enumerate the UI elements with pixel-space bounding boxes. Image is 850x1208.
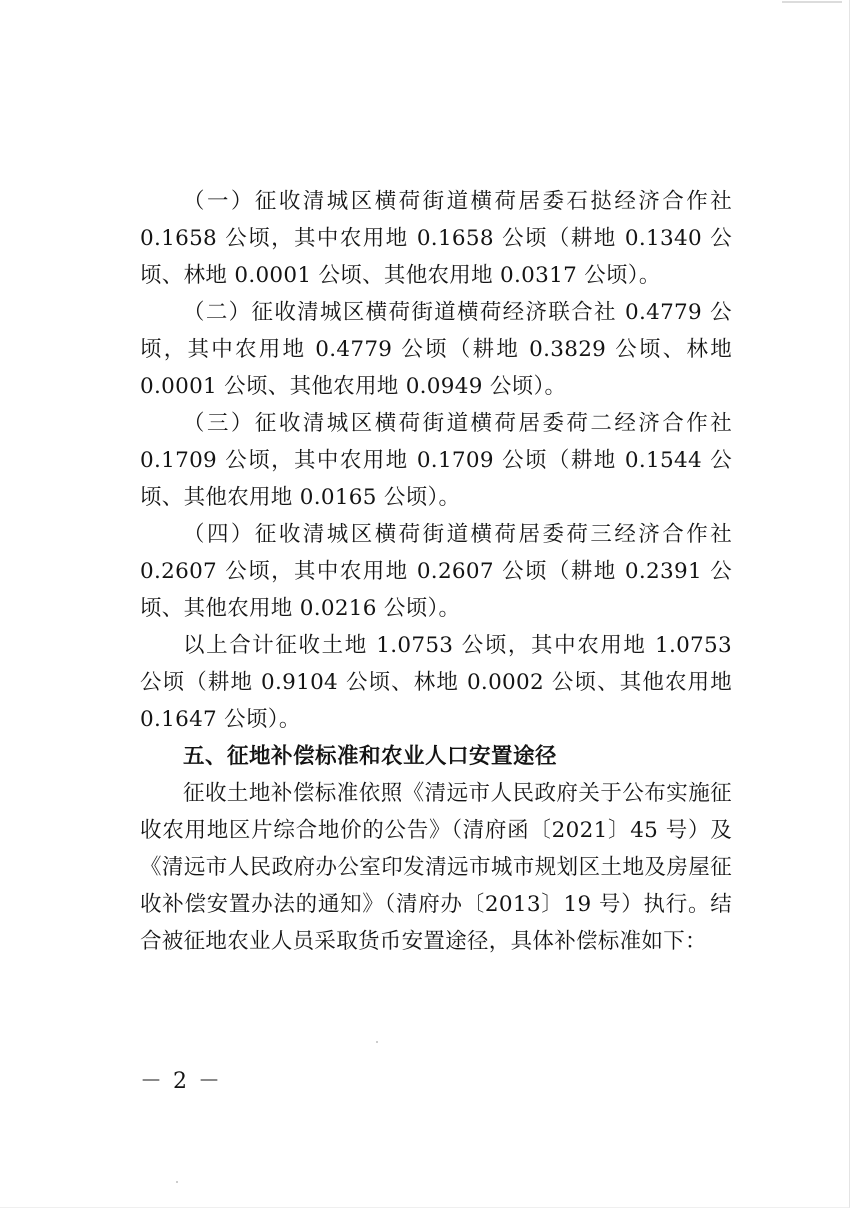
paragraph-item-4: （四）征收清城区横荷街道横荷居委荷三经济合作社 0.2607 公顷，其中农用地 0.2607 公顷（耕地 0.2391 公顷、其他农用地 0.0216 公顷）。 — [140, 522, 732, 621]
section-heading: 五、征地补偿标准和农业人口安置途径 — [183, 744, 558, 769]
page-number: － 2 － — [140, 1069, 222, 1094]
scan-speck — [376, 1041, 378, 1043]
compensation-paragraph: 征收土地补偿标准依照《清远市人民政府关于公布实施征收农用地区片综合地价的公告》（清府函〔2021〕45 号）及《清远市人民政府办公室印发清远市城市规划区土地及房屋征收补偿安置办法的通知》（清府办〔2013〕19 号）执行。结合被征地农业人员采取货币安置途径，具体补偿标准如下： — [140, 781, 732, 954]
document-body — [140, 183, 732, 960]
paragraph-total: 以上合计征收土地 1.0753 公顷，其中农用地 1.0753 公顷（耕地 0.9104 公顷、林地 0.0002 公顷、其他农用地 0.1647 公顷）。 — [140, 633, 732, 732]
paragraph-item-2: （二）征收清城区横荷街道横荷经济联合社 0.4779 公顷，其中农用地 0.4779 公顷（耕地 0.3829 公顷、林地 0.0001 公顷、其他农用地 0.0949 公顷）。 — [140, 300, 732, 399]
scan-corner-mark — [782, 1, 842, 3]
scan-speck — [176, 1181, 178, 1183]
paragraph-item-3: （三）征收清城区横荷街道横荷居委荷二经济合作社 0.1709 公顷，其中农用地 0.1709 公顷（耕地 0.1544 公顷、其他农用地 0.0165 公顷）。 — [140, 411, 732, 510]
paragraph-item-1: （一）征收清城区横荷街道横荷居委石挞经济合作社 0.1658 公顷，其中农用地 0.1658 公顷（耕地 0.1340 公顷、林地 0.0001 公顷、其他农用地 0.0317 公顷）。 — [140, 189, 732, 288]
